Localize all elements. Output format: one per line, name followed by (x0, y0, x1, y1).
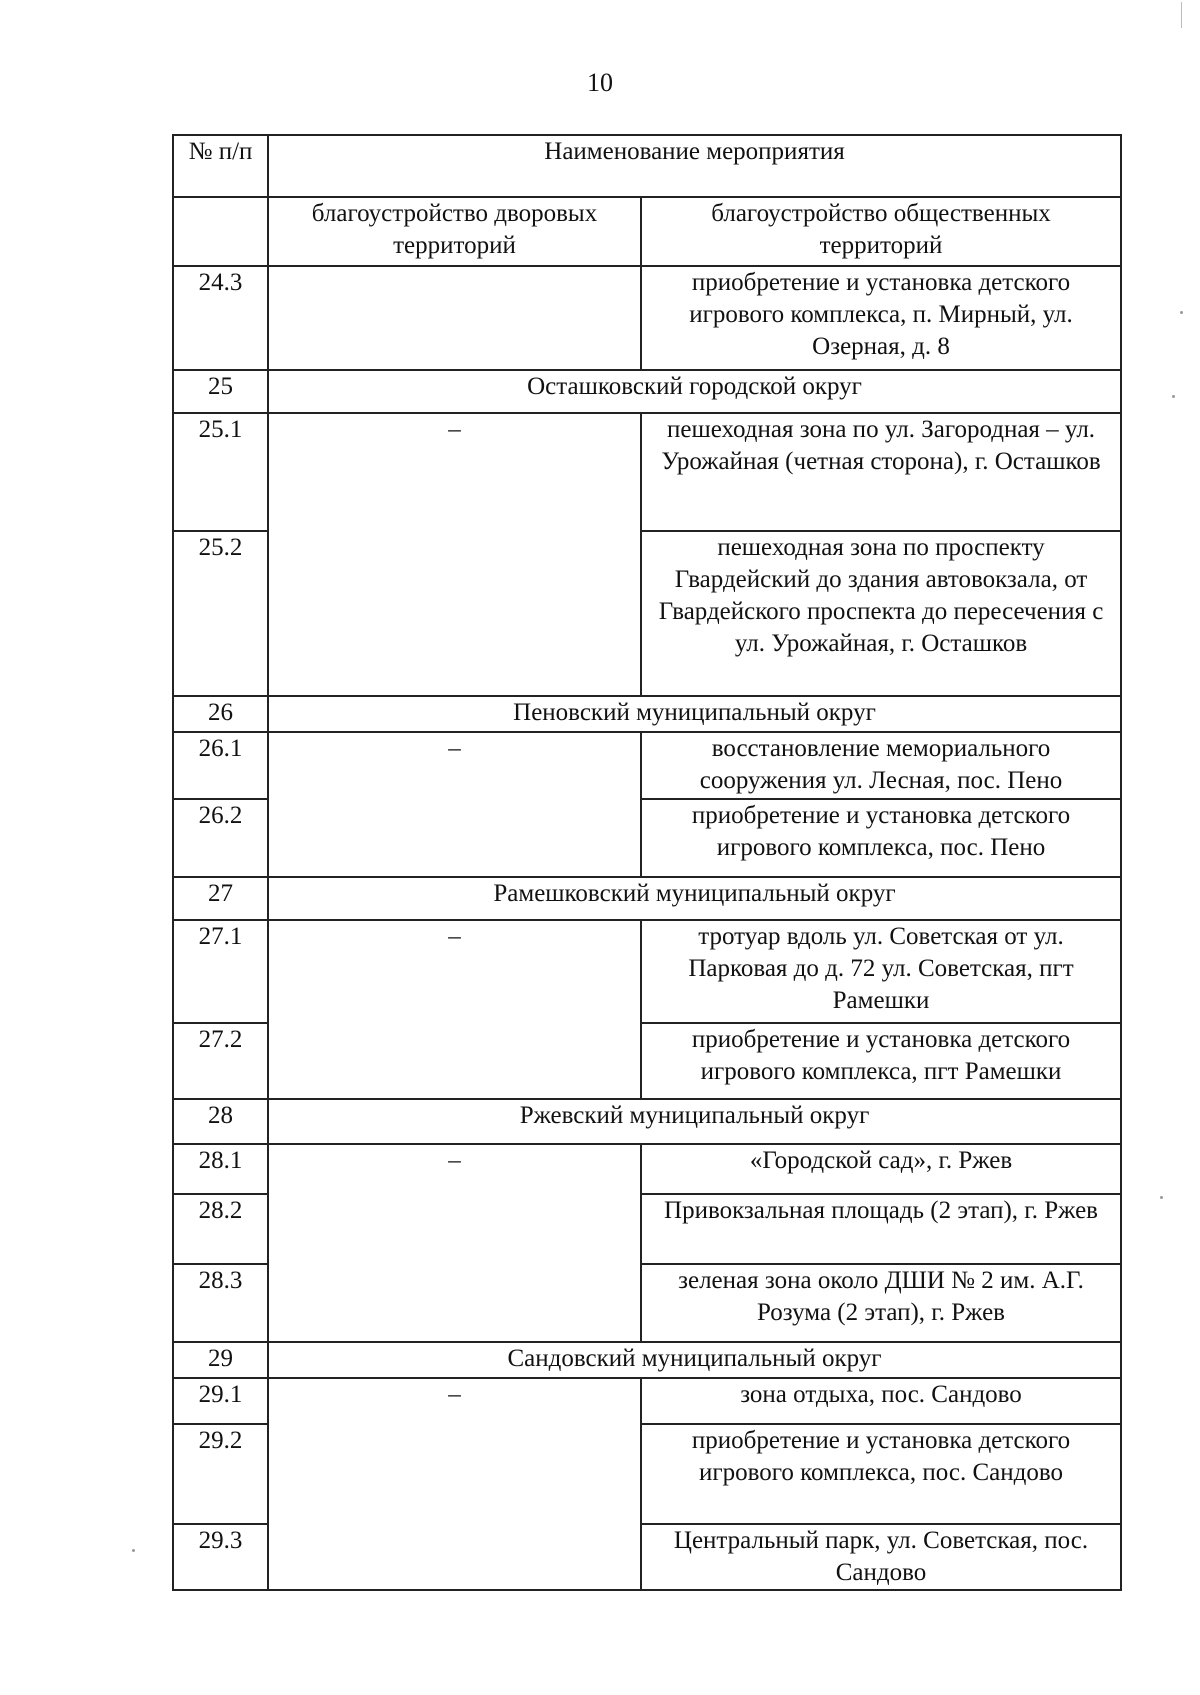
yard-cell: – (268, 920, 641, 1099)
row-number: 28.3 (173, 1264, 268, 1342)
scan-dot (1180, 311, 1183, 314)
row-number: 24.3 (173, 266, 268, 370)
table-row (173, 1144, 1121, 1194)
section-number: 26 (173, 696, 268, 732)
row-number: 25.1 (173, 413, 268, 531)
public-cell: пешеходная зона по ул. Загородная – ул. Урожайная (четная сторона), г. Осташков (641, 413, 1121, 531)
section-title: Осташковский городской округ (268, 370, 1121, 413)
public-cell: Центральный парк, ул. Советская, пос. Сандово (641, 1524, 1121, 1590)
section-row (173, 370, 1121, 413)
yard-cell (268, 266, 641, 370)
row-number: 29.3 (173, 1524, 268, 1590)
section-row (173, 1099, 1121, 1144)
row-number: 26.2 (173, 799, 268, 877)
section-row (173, 1342, 1121, 1378)
yard-cell: – (268, 1144, 641, 1342)
table-row (173, 920, 1121, 1023)
section-title: Пеновский муниципальный округ (268, 696, 1121, 732)
public-cell: Привокзальная площадь (2 этап), г. Ржев (641, 1194, 1121, 1264)
public-cell: приобретение и установка детского игрового комплекса, п. Мирный, ул. Озерная, д. 8 (641, 266, 1121, 370)
row-number: 28.2 (173, 1194, 268, 1264)
table-row (173, 732, 1121, 799)
row-number: 29.2 (173, 1424, 268, 1524)
row-number: 25.2 (173, 531, 268, 696)
num-subheader-empty (173, 197, 268, 266)
section-title: Рамешковский муниципальный округ (268, 877, 1121, 920)
table-row (173, 266, 1121, 370)
public-cell: приобретение и установка детского игрового комплекса, пгт Рамешки (641, 1023, 1121, 1099)
yard-cell: – (268, 732, 641, 877)
public-cell: зона отдыха, пос. Сандово (641, 1378, 1121, 1424)
row-number: 28.1 (173, 1144, 268, 1194)
public-cell: «Городской сад», г. Ржев (641, 1144, 1121, 1194)
scan-dot (1172, 395, 1175, 398)
public-cell: зеленая зона около ДШИ № 2 им. А.Г. Розума (2 этап), г. Ржев (641, 1264, 1121, 1342)
section-row (173, 696, 1121, 732)
section-title: Сандовский муниципальный округ (268, 1342, 1121, 1378)
section-number: 25 (173, 370, 268, 413)
row-number: 27.1 (173, 920, 268, 1023)
title-header: Наименование мероприятия (268, 135, 1121, 197)
public-cell: приобретение и установка детского игрового комплекса, пос. Пено (641, 799, 1121, 877)
table-row (173, 413, 1121, 531)
page-number: 10 (587, 68, 613, 97)
section-number: 28 (173, 1099, 268, 1144)
yard-cell: – (268, 1378, 641, 1590)
scan-dot (1160, 1196, 1163, 1199)
row-number: 26.1 (173, 732, 268, 799)
scan-dot (132, 1549, 135, 1552)
public-column-header: благоустройство общественных территорий (641, 197, 1121, 266)
section-number: 29 (173, 1342, 268, 1378)
row-number: 27.2 (173, 1023, 268, 1099)
scan-mark (1181, 2, 1182, 28)
section-number: 27 (173, 877, 268, 920)
yard-cell: – (268, 413, 641, 696)
measures-table (172, 134, 1122, 1591)
section-row (173, 877, 1121, 920)
yard-column-header: благоустройство дворовых территорий (268, 197, 641, 266)
num-header: № п/п (173, 135, 268, 197)
subheader-row (173, 197, 1121, 266)
row-number: 29.1 (173, 1378, 268, 1424)
public-cell: пешеходная зона по проспекту Гвардейский до здания автовокзала, от Гвардейского проспекта до пересечения с ул. Урожайная, г. Осташков (641, 531, 1121, 696)
header-row (173, 135, 1121, 197)
public-cell: приобретение и установка детского игрового комплекса, пос. Сандово (641, 1424, 1121, 1524)
public-cell: восстановление мемориального сооружения ул. Лесная, пос. Пено (641, 732, 1121, 799)
section-title: Ржевский муниципальный округ (268, 1099, 1121, 1144)
public-cell: тротуар вдоль ул. Советская от ул. Парковая до д. 72 ул. Советская, пгт Рамешки (641, 920, 1121, 1023)
table-row (173, 1378, 1121, 1424)
